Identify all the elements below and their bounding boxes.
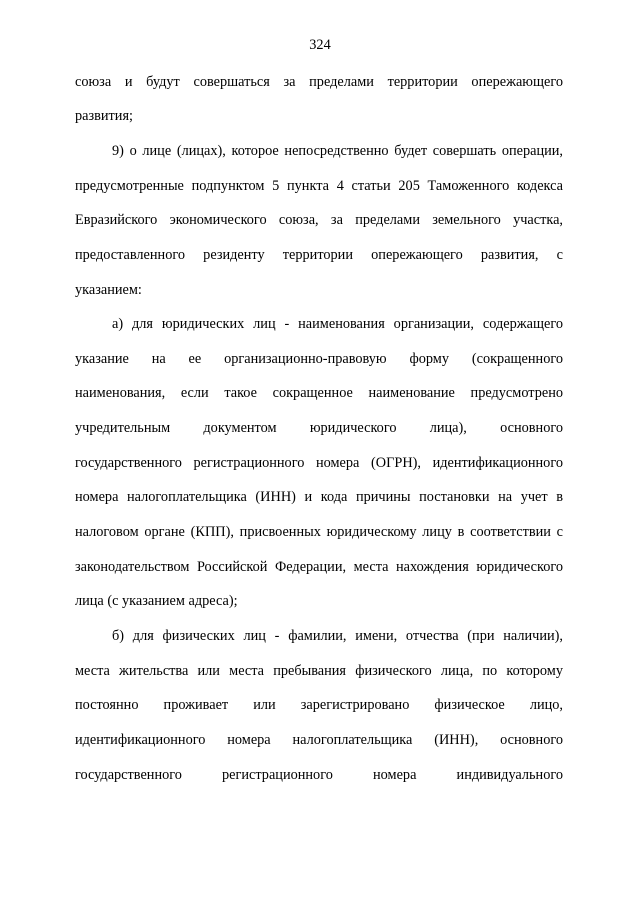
paragraph-item-9 xyxy=(75,134,563,307)
text-line: 9) о лице (лицах), которое непосредственно будет совершать операции, xyxy=(112,142,563,159)
text-line: постоянно проживает или зарегистрировано физическое лицо, xyxy=(75,697,563,714)
page-number: 324 xyxy=(309,37,331,53)
text-line: законодательством Российской Федерации, места нахождения юридического xyxy=(75,558,563,575)
text-line: номера налогоплательщика (ИНН) и кода причины постановки на учет в xyxy=(75,489,563,506)
text-line: лица (с указанием адреса); xyxy=(75,593,238,610)
text-line: указание на ее организационно-правовую форму (сокращенного xyxy=(75,350,563,367)
text-line: места жительства или места пребывания физического лица, по которому xyxy=(75,662,563,679)
text-line: указанием: xyxy=(75,281,142,298)
text-line: учредительным документом юридического лица), основного xyxy=(75,420,563,437)
paragraph-continuation xyxy=(75,65,563,134)
document-body xyxy=(75,65,563,792)
text-line: развития; xyxy=(75,108,133,125)
paragraph-subitem-a xyxy=(75,307,563,619)
text-line: предусмотренные подпунктом 5 пункта 4 статьи 205 Таможенного кодекса xyxy=(75,177,563,194)
text-line: союза и будут совершаться за пределами территории опережающего xyxy=(75,73,563,90)
text-line: наименования, если такое сокращенное наименование предусмотрено xyxy=(75,385,563,402)
text-line: государственного регистрационного номера индивидуального xyxy=(75,766,563,783)
text-line: Евразийского экономического союза, за пределами земельного участка, xyxy=(75,212,563,229)
text-line: налоговом органе (КПП), присвоенных юридическому лицу в соответствии с xyxy=(75,524,563,541)
text-line: а) для юридических лиц - наименования организации, содержащего xyxy=(112,316,563,333)
text-line: б) для физических лиц - фамилии, имени, отчества (при наличии), xyxy=(112,627,563,644)
text-line: предоставленного резиденту территории опережающего развития, с xyxy=(75,246,563,263)
paragraph-subitem-b xyxy=(75,619,563,792)
text-line: государственного регистрационного номера (ОГРН), идентификационного xyxy=(75,454,563,471)
text-line: идентификационного номера налогоплательщика (ИНН), основного xyxy=(75,731,563,748)
